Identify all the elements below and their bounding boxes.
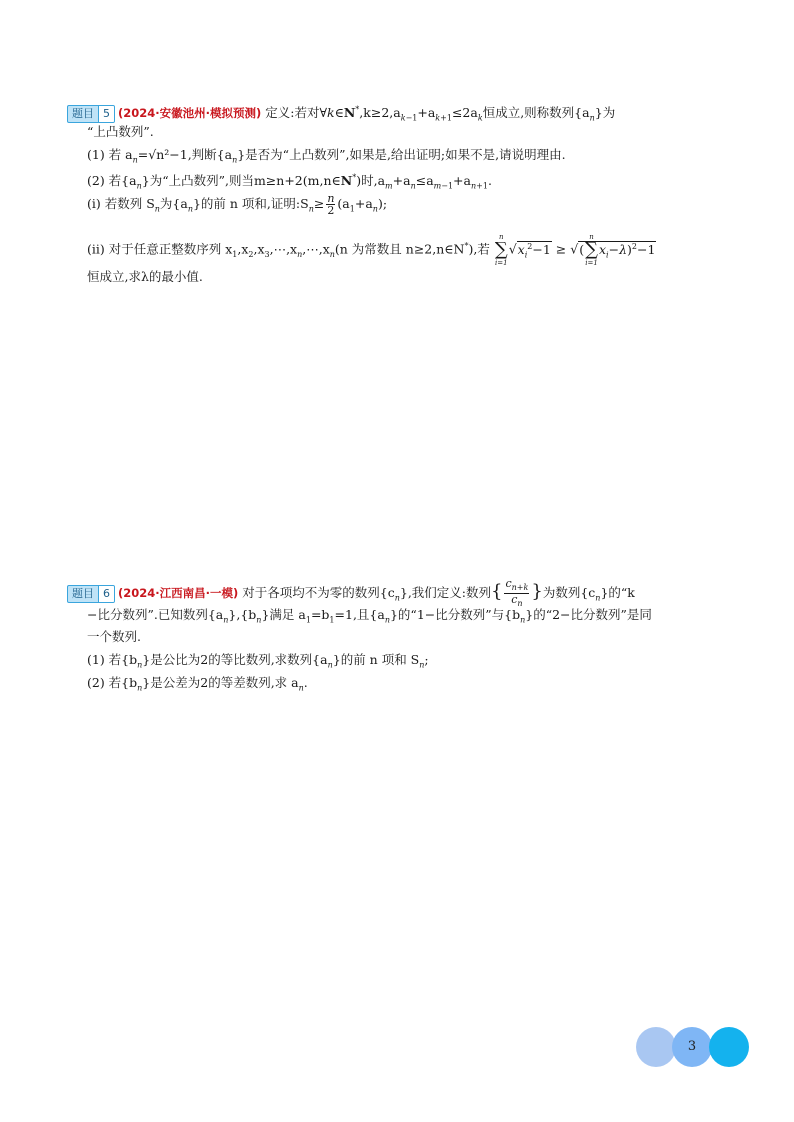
- ratio-sequence: { $\frac{c_{n+k}}{c_n}$ }: [491, 577, 543, 609]
- sqrt-expression: √( n ∑ i=1 $x_i-\lambda)^2-1$: [570, 233, 656, 267]
- problem-5-source: (2024·安徽池州·模拟预测): [118, 106, 262, 121]
- problem-5-line-7: 恒成立,求λ的最小值.: [87, 269, 203, 284]
- problem-6-line-3: 一个数列.: [87, 629, 141, 644]
- problem-6-line-2: −比分数列”.已知数列$\{a_n\},\{b_n\}$满足 $a_1=b_1=1$,且$\{a_n\}$的“1−比分数列”与$\{b_n\}$的“2−比分数列”是同: [87, 607, 652, 625]
- problem-5-line-1: 题目 5 (2024·安徽池州·模拟预测) 定义:若对$\forall k\in N^*,k\ge 2,a_{k-1}+a_{k+1}\le 2a_k$恒成立,则称数列$\{a_n\}$为: [67, 100, 615, 129]
- problem-6-source: (2024·江西南昌·一模): [118, 586, 239, 601]
- problem-6-part-1: (1) 若$\{b_n\}$是公比为2的等比数列,求数列$\{a_n\}$的前 n 项和 $S_n$;: [87, 652, 429, 670]
- decorative-circle-left: [636, 1027, 676, 1067]
- problem-5-part-2-ii: (ⅱ) 对于任意正整数序列 $x_1,x_2,x_3,\cdots,x_n,\cdots,x_n(n$ 为常数且 n≥2,n∈N*),若 n ∑ i=1 $√x_i^2-1$ ≥ √( n ∑ i=1 $x_i-\lambda)^2-1$: [87, 233, 656, 267]
- fraction-n-over-2: $\frac{n}{2}$: [327, 192, 335, 217]
- problem-6-line-1: 题目 6 (2024·江西南昌·一模) 对于各项均不为零的数列$\{c_n\}$,我们定义:数列{ $\frac{c_{n+k}}{c_n}$ }为数列$\{c_n\}$的“k: [67, 578, 635, 609]
- decorative-circle-right: [709, 1027, 749, 1067]
- page-number-badge: [636, 1027, 752, 1067]
- problem-5-line-2: “上凸数列”.: [87, 124, 154, 139]
- summation-symbol: n ∑ i=1: [494, 233, 508, 267]
- problem-5-tag: 题目 5: [67, 105, 115, 123]
- sqrt-term: $√x_i^2-1$: [508, 241, 551, 259]
- page-number: 3: [687, 1039, 697, 1054]
- problem-5-part-2-i: (ⅰ) 若数列 $S_n$为$\{a_n\}$的前 n 项和,证明$:S_n\ge$ $\frac{n}{2}$ $(a_1+a_n)$;: [87, 192, 388, 217]
- problem-5-part-2: (2) 若$\{a_n\}$为“上凸数列”,则当m≥n+2(m,n∈N*)时$,a_m+a_n\le a_{m-1}+a_{n+1}$.: [87, 173, 492, 191]
- problem-6-part-2: (2) 若$\{b_n\}$是公差为2的等差数列,求 $a_n$.: [87, 675, 308, 693]
- problem-5-part-1: (1) 若 $a_n=√n^2-1$,判断$\{a_n\}$是否为“上凸数列”,如果是,给出证明;如果不是,请说明理由.: [87, 147, 566, 165]
- problem-6-tag: 题目 6: [67, 585, 115, 603]
